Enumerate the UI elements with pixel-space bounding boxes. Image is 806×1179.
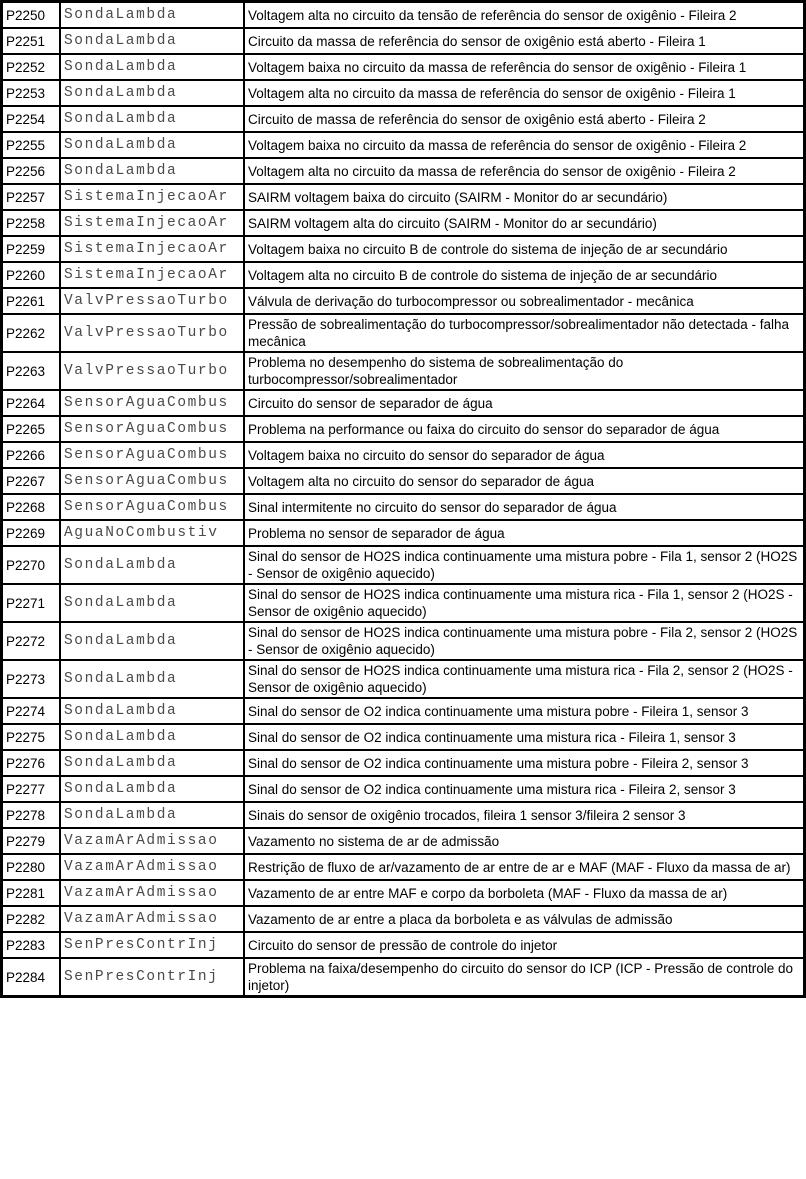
table-row <box>2 958 805 997</box>
table-row <box>2 184 805 210</box>
dtc-code: P2265 <box>2 416 61 442</box>
dtc-description: Voltagem baixa no circuito da massa de referência do sensor de oxigênio - Fileira 2 <box>244 132 805 158</box>
table-row <box>2 106 805 132</box>
dtc-description: SAIRM voltagem alta do circuito (SAIRM - Monitor do ar secundário) <box>244 210 805 236</box>
table-row <box>2 158 805 184</box>
dtc-code: P2277 <box>2 776 61 802</box>
dtc-category: SenPresContrInj <box>60 958 244 997</box>
table-row <box>2 54 805 80</box>
table-row <box>2 80 805 106</box>
dtc-code: P2282 <box>2 906 61 932</box>
table-row <box>2 28 805 54</box>
dtc-category: SistemaInjecaoAr <box>60 184 244 210</box>
dtc-description: Sinal intermitente no circuito do sensor do separador de água <box>244 494 805 520</box>
table-row <box>2 776 805 802</box>
table-row <box>2 2 805 29</box>
dtc-category: VazamArAdmissao <box>60 854 244 880</box>
dtc-code: P2272 <box>2 622 61 660</box>
dtc-description: Sinal do sensor de HO2S indica continuamente uma mistura pobre - Fila 2, sensor 2 (HO2S - Sensor de oxigênio aquecido) <box>244 622 805 660</box>
dtc-category: SondaLambda <box>60 2 244 29</box>
dtc-category: AguaNoCombustiv <box>60 520 244 546</box>
table-row <box>2 236 805 262</box>
dtc-table-body <box>2 2 805 997</box>
dtc-category: SistemaInjecaoAr <box>60 262 244 288</box>
dtc-description: Voltagem baixa no circuito do sensor do separador de água <box>244 442 805 468</box>
dtc-code: P2253 <box>2 80 61 106</box>
dtc-category: VazamArAdmissao <box>60 906 244 932</box>
dtc-category: SondaLambda <box>60 698 244 724</box>
table-row <box>2 802 805 828</box>
dtc-category: SondaLambda <box>60 158 244 184</box>
dtc-description: Sinal do sensor de HO2S indica continuamente uma mistura rica - Fila 1, sensor 2 (HO2S - Sensor de oxigênio aquecido) <box>244 584 805 622</box>
dtc-code: P2266 <box>2 442 61 468</box>
dtc-category: SondaLambda <box>60 28 244 54</box>
table-row <box>2 442 805 468</box>
dtc-category: ValvPressaoTurbo <box>60 314 244 352</box>
dtc-category: SistemaInjecaoAr <box>60 236 244 262</box>
dtc-code: P2284 <box>2 958 61 997</box>
dtc-category: VazamArAdmissao <box>60 828 244 854</box>
dtc-code: P2268 <box>2 494 61 520</box>
dtc-code: P2276 <box>2 750 61 776</box>
dtc-category: SondaLambda <box>60 584 244 622</box>
dtc-description: Voltagem alta no circuito da tensão de referência do sensor de oxigênio - Fileira 2 <box>244 2 805 29</box>
dtc-category: SondaLambda <box>60 660 244 698</box>
dtc-description: SAIRM voltagem baixa do circuito (SAIRM - Monitor do ar secundário) <box>244 184 805 210</box>
dtc-category: VazamArAdmissao <box>60 880 244 906</box>
dtc-category: SondaLambda <box>60 132 244 158</box>
dtc-category: SondaLambda <box>60 776 244 802</box>
dtc-description: Pressão de sobrealimentação do turbocompressor/sobrealimentador não detectada - falha mecânica <box>244 314 805 352</box>
dtc-code: P2273 <box>2 660 61 698</box>
table-row <box>2 520 805 546</box>
dtc-code: P2271 <box>2 584 61 622</box>
dtc-description: Restrição de fluxo de ar/vazamento de ar entre de ar e MAF (MAF - Fluxo da massa de ar) <box>244 854 805 880</box>
dtc-category: SistemaInjecaoAr <box>60 210 244 236</box>
dtc-code: P2250 <box>2 2 61 29</box>
dtc-code: P2257 <box>2 184 61 210</box>
dtc-category: SondaLambda <box>60 106 244 132</box>
table-row <box>2 468 805 494</box>
dtc-category: ValvPressaoTurbo <box>60 352 244 390</box>
dtc-category: SensorAguaCombus <box>60 494 244 520</box>
dtc-code: P2254 <box>2 106 61 132</box>
dtc-description: Voltagem alta no circuito da massa de referência do sensor de oxigênio - Fileira 1 <box>244 80 805 106</box>
dtc-description: Sinal do sensor de O2 indica continuamente uma mistura rica - Fileira 1, sensor 3 <box>244 724 805 750</box>
dtc-code: P2262 <box>2 314 61 352</box>
dtc-description: Sinal do sensor de O2 indica continuamente uma mistura pobre - Fileira 1, sensor 3 <box>244 698 805 724</box>
dtc-description: Circuito do sensor de separador de água <box>244 390 805 416</box>
dtc-code: P2258 <box>2 210 61 236</box>
dtc-description: Voltagem baixa no circuito B de controle do sistema de injeção de ar secundário <box>244 236 805 262</box>
table-row <box>2 314 805 352</box>
dtc-category: SensorAguaCombus <box>60 416 244 442</box>
dtc-category: SensorAguaCombus <box>60 468 244 494</box>
dtc-description: Voltagem baixa no circuito da massa de referência do sensor de oxigênio - Fileira 1 <box>244 54 805 80</box>
dtc-description: Sinal do sensor de HO2S indica continuamente uma mistura rica - Fila 2, sensor 2 (HO2S - Sensor de oxigênio aquecido) <box>244 660 805 698</box>
dtc-category: SondaLambda <box>60 622 244 660</box>
dtc-description: Voltagem alta no circuito B de controle do sistema de injeção de ar secundário <box>244 262 805 288</box>
dtc-description: Voltagem alta no circuito da massa de referência do sensor de oxigênio - Fileira 2 <box>244 158 805 184</box>
dtc-category: SenPresContrInj <box>60 932 244 958</box>
table-row <box>2 828 805 854</box>
dtc-code: P2255 <box>2 132 61 158</box>
table-row <box>2 880 805 906</box>
dtc-code: P2261 <box>2 288 61 314</box>
table-row <box>2 352 805 390</box>
dtc-description: Voltagem alta no circuito do sensor do separador de água <box>244 468 805 494</box>
dtc-code: P2274 <box>2 698 61 724</box>
table-row <box>2 546 805 584</box>
table-row <box>2 750 805 776</box>
dtc-code: P2260 <box>2 262 61 288</box>
dtc-code: P2251 <box>2 28 61 54</box>
table-row <box>2 906 805 932</box>
dtc-category: SensorAguaCombus <box>60 442 244 468</box>
dtc-code: P2280 <box>2 854 61 880</box>
dtc-code: P2279 <box>2 828 61 854</box>
table-row <box>2 724 805 750</box>
dtc-description: Sinal do sensor de O2 indica continuamente uma mistura pobre - Fileira 2, sensor 3 <box>244 750 805 776</box>
dtc-category: SondaLambda <box>60 750 244 776</box>
table-row <box>2 132 805 158</box>
dtc-code: P2264 <box>2 390 61 416</box>
dtc-description: Sinal do sensor de HO2S indica continuamente uma mistura pobre - Fila 1, sensor 2 (HO2S - Sensor de oxigênio aquecido) <box>244 546 805 584</box>
dtc-category: SondaLambda <box>60 546 244 584</box>
dtc-category: SondaLambda <box>60 54 244 80</box>
dtc-code: P2281 <box>2 880 61 906</box>
table-row <box>2 622 805 660</box>
table-row <box>2 698 805 724</box>
dtc-description: Circuito do sensor de pressão de controle do injetor <box>244 932 805 958</box>
dtc-category: SondaLambda <box>60 802 244 828</box>
dtc-description: Válvula de derivação do turbocompressor ou sobrealimentador - mecânica <box>244 288 805 314</box>
dtc-code: P2267 <box>2 468 61 494</box>
table-row <box>2 932 805 958</box>
dtc-category: ValvPressaoTurbo <box>60 288 244 314</box>
dtc-category: SondaLambda <box>60 80 244 106</box>
table-row <box>2 660 805 698</box>
dtc-description: Sinais do sensor de oxigênio trocados, fileira 1 sensor 3/fileira 2 sensor 3 <box>244 802 805 828</box>
table-row <box>2 288 805 314</box>
table-row <box>2 416 805 442</box>
dtc-code: P2283 <box>2 932 61 958</box>
dtc-description: Problema na faixa/desempenho do circuito do sensor do ICP (ICP - Pressão de controle do injetor) <box>244 958 805 997</box>
table-row <box>2 262 805 288</box>
dtc-code: P2263 <box>2 352 61 390</box>
dtc-description: Circuito de massa de referência do sensor de oxigênio está aberto - Fileira 2 <box>244 106 805 132</box>
dtc-category: SondaLambda <box>60 724 244 750</box>
dtc-code: P2270 <box>2 546 61 584</box>
table-row <box>2 210 805 236</box>
dtc-code: P2256 <box>2 158 61 184</box>
dtc-description: Problema na performance ou faixa do circuito do sensor do separador de água <box>244 416 805 442</box>
table-row <box>2 854 805 880</box>
dtc-code: P2278 <box>2 802 61 828</box>
table-row <box>2 390 805 416</box>
dtc-description: Problema no desempenho do sistema de sobrealimentação do turbocompressor/sobrealimentador <box>244 352 805 390</box>
dtc-code: P2269 <box>2 520 61 546</box>
dtc-description: Problema no sensor de separador de água <box>244 520 805 546</box>
dtc-code: P2275 <box>2 724 61 750</box>
dtc-category: SensorAguaCombus <box>60 390 244 416</box>
table-row <box>2 494 805 520</box>
dtc-code: P2259 <box>2 236 61 262</box>
dtc-code: P2252 <box>2 54 61 80</box>
dtc-description: Vazamento de ar entre a placa da borboleta e as válvulas de admissão <box>244 906 805 932</box>
dtc-description: Vazamento no sistema de ar de admissão <box>244 828 805 854</box>
table-row <box>2 584 805 622</box>
dtc-description: Circuito da massa de referência do sensor de oxigênio está aberto - Fileira 1 <box>244 28 805 54</box>
dtc-description: Vazamento de ar entre MAF e corpo da borboleta (MAF - Fluxo da massa de ar) <box>244 880 805 906</box>
dtc-description: Sinal do sensor de O2 indica continuamente uma mistura rica - Fileira 2, sensor 3 <box>244 776 805 802</box>
